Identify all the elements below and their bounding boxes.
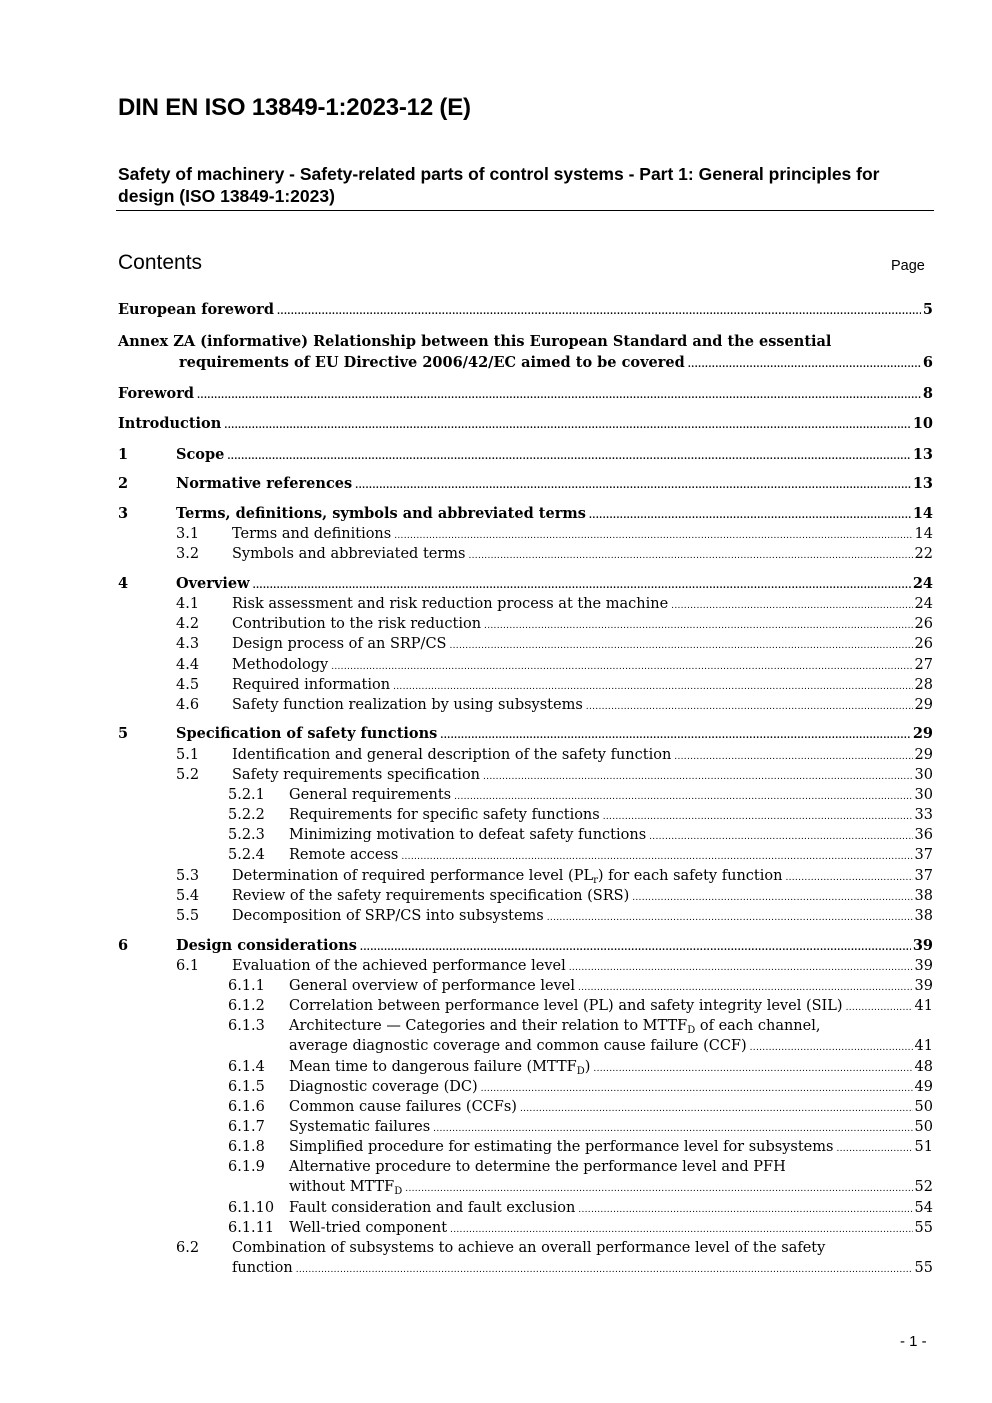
toc-entry-4-6[interactable]	[232, 695, 933, 715]
toc-entry-6[interactable]	[176, 936, 933, 956]
toc-entry-page: 13	[912, 475, 933, 492]
toc-entry-title	[289, 805, 600, 825]
dot-leader	[277, 302, 921, 322]
toc-entry-number: 4.1	[176, 596, 200, 612]
toc-entry-page: 33	[914, 807, 933, 823]
dot-leader	[688, 355, 921, 375]
toc-entry-page: 50	[914, 1099, 933, 1115]
toc-entry-annex-za[interactable]	[179, 353, 933, 373]
dot-leader	[484, 616, 913, 636]
dot-leader	[227, 447, 910, 467]
toc-entry-title	[289, 825, 646, 845]
dot-leader	[440, 726, 911, 746]
toc-entry-page: 6	[922, 354, 933, 371]
toc-entry-6-1-9[interactable]	[289, 1177, 933, 1197]
text: function	[232, 1260, 293, 1276]
toc-entry-foreword[interactable]	[118, 384, 933, 404]
toc-entry-title	[118, 414, 221, 434]
toc-entry-title	[176, 574, 250, 594]
toc-entry-page: 48	[914, 1059, 933, 1075]
toc-entry-title	[232, 544, 465, 564]
dot-leader	[468, 546, 912, 566]
toc-entry-number: 3.2	[176, 546, 200, 562]
toc-entry-page: 22	[914, 546, 933, 562]
toc-entry-number: 6.1.10	[228, 1200, 275, 1216]
text: Review of the safety requirements specification (SRS)	[232, 888, 630, 904]
text: Risk assessment and risk reduction process at the machine	[232, 596, 669, 612]
toc-entry-number: 6.1.7	[228, 1119, 265, 1135]
subscript: D	[576, 1066, 585, 1077]
toc-entry-page: 29	[912, 725, 933, 742]
toc-entry-number: 1	[118, 446, 129, 463]
toc-entry-4-5[interactable]	[232, 675, 933, 695]
dot-leader	[481, 1079, 913, 1099]
toc-entry-page: 41	[914, 998, 933, 1014]
toc-entry-number: 4.2	[176, 616, 200, 632]
text: Remote access	[289, 847, 399, 863]
toc-entry-title	[289, 1117, 430, 1137]
text: Terms and definitions	[232, 526, 392, 542]
toc-entry-title	[232, 634, 446, 654]
toc-entry-page: 38	[914, 908, 933, 924]
dot-leader	[454, 787, 912, 807]
toc-entry-5-2-3[interactable]	[289, 825, 933, 845]
dot-leader	[401, 847, 912, 867]
toc-entry-number: 6.1.9	[228, 1159, 265, 1175]
toc-entry-page: 24	[914, 596, 933, 612]
toc-entry-title	[232, 655, 328, 675]
toc-entry-5-4[interactable]	[232, 886, 933, 906]
toc-entry-page: 14	[912, 505, 933, 522]
toc-entry-european-foreword[interactable]	[118, 300, 933, 320]
text: Safety requirements specification	[232, 767, 481, 783]
toc-entry-number: 6.2	[176, 1240, 200, 1256]
toc-entry-page: 14	[914, 526, 933, 542]
dot-leader	[296, 1260, 913, 1280]
dot-leader	[450, 1220, 913, 1240]
toc-entry-number: 6.1.5	[228, 1079, 265, 1095]
dot-leader	[331, 657, 912, 677]
toc-entry-title	[289, 845, 398, 865]
toc-entry-page: 38	[914, 888, 933, 904]
text: Design considerations	[176, 937, 357, 954]
toc-entry-6-1-5[interactable]	[289, 1077, 933, 1097]
toc-entry-4[interactable]	[176, 574, 933, 594]
text: Diagnostic coverage (DC)	[289, 1079, 478, 1095]
toc-entry-page: 5	[922, 301, 933, 318]
toc-entry-annex-za-line1[interactable]: Annex ZA (informative) Relationship between this European Standard and the essential	[118, 333, 832, 350]
toc-entry-number: 5.2.4	[228, 847, 265, 863]
toc-entry-title	[176, 504, 586, 524]
toc-entry-number: 5.2	[176, 767, 200, 783]
toc-entry-title-line1	[289, 1157, 786, 1177]
toc-entry-title	[176, 724, 437, 744]
toc-entry-page: 55	[914, 1220, 933, 1236]
toc-entry-title	[289, 1218, 447, 1238]
toc-entry-page: 37	[914, 847, 933, 863]
toc-entry-page: 54	[914, 1200, 933, 1216]
text: ) for each safety function	[597, 868, 783, 884]
text: Introduction	[118, 415, 222, 432]
dot-leader	[394, 526, 912, 546]
toc-entry-number: 5.1	[176, 747, 200, 763]
toc-entry-title	[232, 524, 391, 544]
text: of each channel,	[695, 1018, 821, 1034]
text: Well-tried component	[289, 1220, 448, 1236]
dot-leader	[483, 767, 913, 787]
toc-entry-page: 26	[914, 616, 933, 632]
toc-entry-number: 4.6	[176, 697, 200, 713]
text: General overview of performance level	[289, 978, 575, 994]
toc-entry-page: 39	[914, 958, 933, 974]
text: Architecture — Categories and their relation to MTTF	[289, 1018, 688, 1034]
toc-entry-6-1-3-line1[interactable]	[289, 1016, 875, 1036]
toc-entry-title	[289, 1077, 478, 1097]
toc-entry-number: 4.4	[176, 657, 200, 673]
toc-entry-page: 49	[914, 1079, 933, 1095]
toc-entry-page: 27	[914, 657, 933, 673]
dot-leader	[632, 888, 912, 908]
dot-leader	[405, 1179, 912, 1199]
text: Methodology	[232, 657, 329, 673]
toc-entry-3[interactable]	[176, 504, 933, 524]
toc-entry-title	[232, 745, 671, 765]
toc-entry-6-2-line1[interactable]	[232, 1238, 875, 1258]
toc-entry-title	[232, 614, 481, 634]
text: Contribution to the risk reduction	[232, 616, 482, 632]
subscript: D	[394, 1186, 403, 1197]
toc-entry-page: 36	[914, 827, 933, 843]
text: Correlation between performance level (PL) and safety integrity level (SIL)	[289, 998, 843, 1014]
toc-entry-title	[232, 695, 583, 715]
toc-entry-number: 4.3	[176, 636, 200, 652]
toc-entry-5-2[interactable]	[232, 765, 933, 785]
toc-entry-page: 55	[914, 1260, 933, 1276]
toc-entry-number: 6.1.6	[228, 1099, 265, 1115]
toc-entry-page: 29	[914, 747, 933, 763]
text: Requirements for specific safety functions	[289, 807, 600, 823]
toc-entry-title	[232, 594, 668, 614]
toc-entry-number: 6.1.11	[228, 1220, 275, 1236]
toc-entry-title	[232, 866, 782, 886]
toc-entry-title	[289, 1198, 575, 1218]
toc-entry-number: 6.1.8	[228, 1139, 265, 1155]
toc-entry-2[interactable]	[176, 474, 933, 494]
toc-entry-3-2[interactable]	[232, 544, 933, 564]
toc-entry-3-1[interactable]	[232, 524, 933, 544]
dot-leader	[197, 386, 921, 406]
toc-entry-page: 39	[912, 937, 933, 954]
dot-leader	[355, 476, 911, 496]
toc-entry-number: 6.1.4	[228, 1059, 265, 1075]
toc-entry-page: 30	[914, 787, 933, 803]
toc-entry-title: requirements of EU Directive 2006/42/EC aimed to be covered	[179, 354, 685, 371]
toc-entry-4-2[interactable]	[232, 614, 933, 634]
toc-entry-6-1-7[interactable]	[289, 1117, 933, 1137]
toc-entry-1[interactable]	[176, 445, 933, 465]
toc-entry-5-5[interactable]	[232, 906, 933, 926]
text: Combination of subsystems to achieve an overall performance level of the safety	[232, 1240, 826, 1256]
toc-entry-title	[232, 765, 480, 785]
toc-entry-introduction[interactable]	[118, 414, 933, 434]
toc-entry-title-line1	[289, 1016, 820, 1036]
toc-entry-6-1-4[interactable]	[289, 1057, 933, 1077]
toc-entry-page: 28	[914, 677, 933, 693]
text: Normative references	[176, 475, 353, 492]
toc-entry-page: 37	[914, 868, 933, 884]
toc-entry-title	[289, 785, 451, 805]
dot-leader	[253, 576, 911, 596]
text: Simplified procedure for estimating the performance level for subsystems	[289, 1139, 834, 1155]
text: Safety function realization by using subsystems	[232, 697, 583, 713]
subscript: D	[687, 1025, 696, 1036]
toc-entry-title-line2	[289, 1177, 402, 1197]
document-title: DIN EN ISO 13849-1:2023-12 (E)	[118, 94, 471, 121]
text: Evaluation of the achieved performance level	[232, 958, 566, 974]
toc-entry-number: 6	[118, 937, 129, 954]
dot-leader	[785, 868, 912, 888]
toc-entry-number: 5.2.2	[228, 807, 265, 823]
toc-entry-6-1-11[interactable]	[289, 1218, 933, 1238]
dot-leader	[589, 506, 911, 526]
toc-entry-number: 2	[118, 475, 129, 492]
toc-entry-6-1-3[interactable]	[289, 1036, 933, 1056]
text: )	[584, 1059, 591, 1075]
toc-entry-title	[289, 1057, 590, 1077]
text: Overview	[176, 575, 250, 592]
toc-entry-4-3[interactable]	[232, 634, 933, 654]
toc-entry-number: 3	[118, 505, 129, 522]
dot-leader	[520, 1099, 913, 1119]
text: Scope	[176, 446, 225, 463]
toc-entry-page: 30	[914, 767, 933, 783]
dot-leader	[360, 938, 911, 958]
toc-entry-page: 52	[914, 1179, 933, 1195]
dot-leader	[674, 747, 912, 767]
toc-entry-5[interactable]	[176, 724, 933, 744]
toc-entry-5-2-2[interactable]	[289, 805, 933, 825]
toc-entry-number: 5.2.3	[228, 827, 265, 843]
dot-leader	[593, 1059, 912, 1079]
dot-leader	[671, 596, 912, 616]
text: Specification of safety functions	[176, 725, 438, 742]
toc-entry-number: 5.3	[176, 868, 200, 884]
dot-leader	[846, 998, 913, 1018]
toc-entry-number: 5.2.1	[228, 787, 265, 803]
toc-entry-5-2-1[interactable]	[289, 785, 933, 805]
toc-entry-title	[118, 384, 194, 404]
toc-entry-page: 13	[912, 446, 933, 463]
dot-leader	[224, 416, 911, 436]
toc-entry-title	[232, 675, 390, 695]
text: Minimizing motivation to defeat safety functions	[289, 827, 647, 843]
toc-entry-number: 6.1.1	[228, 978, 265, 994]
toc-entry-6-1-9-line1[interactable]	[289, 1157, 875, 1177]
toc-entry-page: 39	[914, 978, 933, 994]
text: Identification and general description of the safety function	[232, 747, 672, 763]
dot-leader	[547, 908, 913, 928]
toc-entry-number: 6.1.2	[228, 998, 265, 1014]
page-column-heading: Page	[891, 258, 925, 274]
toc-entry-page: 50	[914, 1119, 933, 1135]
dot-leader	[449, 636, 912, 656]
toc-entry-number: 3.1	[176, 526, 200, 542]
toc-entry-title	[176, 445, 224, 465]
toc-entry-page: 8	[922, 385, 933, 402]
text: Common cause failures (CCFs)	[289, 1099, 517, 1115]
toc-entry-6-2[interactable]	[232, 1258, 933, 1278]
toc-entry-number: 5.5	[176, 908, 200, 924]
toc-entry-6-1-6[interactable]	[289, 1097, 933, 1117]
text: Alternative procedure to determine the performance level and PFH	[289, 1159, 786, 1175]
dot-leader	[603, 807, 913, 827]
toc-entry-6-1-2[interactable]	[289, 996, 933, 1016]
toc-entry-4-4[interactable]	[232, 655, 933, 675]
toc-entry-6-1-8[interactable]	[289, 1137, 933, 1157]
toc-entry-number: 4	[118, 575, 129, 592]
text: Determination of required performance level (PL	[232, 868, 594, 884]
text: Systematic failures	[289, 1119, 431, 1135]
text: Fault consideration and fault exclusion	[289, 1200, 576, 1216]
toc-entry-6-1-10[interactable]	[289, 1198, 933, 1218]
text: Required information	[232, 677, 391, 693]
dot-leader	[569, 958, 913, 978]
dot-leader	[586, 697, 913, 717]
contents-heading: Contents	[118, 251, 203, 274]
dot-leader	[578, 1200, 912, 1220]
toc-entry-title	[176, 936, 357, 956]
toc-entry-title-line2	[289, 1036, 747, 1056]
dot-leader	[433, 1119, 912, 1139]
subscript: r	[593, 875, 598, 886]
document-subtitle: Safety of machinery - Safety-related parts of control systems - Part 1: General principles for design (ISO 13849-1:2023)	[118, 164, 880, 206]
toc-entry-4-1[interactable]	[232, 594, 933, 614]
text: Design process of an SRP/CS	[232, 636, 447, 652]
toc-entry-number: 5	[118, 725, 129, 742]
toc-entry-page: 41	[914, 1038, 933, 1054]
toc-entry-5-1[interactable]	[232, 745, 933, 765]
toc-entry-page: 26	[914, 636, 933, 652]
toc-entry-page: 24	[912, 575, 933, 592]
toc-entry-6-1-1[interactable]	[289, 976, 933, 996]
text: without MTTF	[289, 1179, 395, 1195]
toc-entry-5-2-4[interactable]	[289, 845, 933, 865]
toc-entry-number: 6.1.3	[228, 1018, 265, 1034]
toc-entry-title	[289, 996, 843, 1016]
dot-leader	[750, 1038, 913, 1058]
toc-entry-title	[176, 474, 352, 494]
text: average diagnostic coverage and common cause failure (CCF)	[289, 1038, 747, 1054]
text: Mean time to dangerous failure (MTTF	[289, 1059, 577, 1075]
dot-leader	[649, 827, 912, 847]
toc-entry-title-line1	[232, 1238, 825, 1258]
text: European foreword	[118, 301, 274, 318]
footer-page-number: - 1 -	[900, 1333, 927, 1350]
dot-leader	[836, 1139, 912, 1159]
toc-entry-page: 29	[914, 697, 933, 713]
toc-entry-title-line2	[232, 1258, 293, 1278]
toc-entry-title	[289, 1137, 833, 1157]
toc-entry-5-3[interactable]	[232, 866, 933, 886]
toc-entry-page: 10	[912, 415, 933, 432]
text: General requirements	[289, 787, 452, 803]
toc-entry-number: 5.4	[176, 888, 200, 904]
text: Terms, definitions, symbols and abbreviated terms	[176, 505, 586, 522]
toc-entry-title	[232, 956, 566, 976]
toc-entry-title	[232, 886, 629, 906]
text: Decomposition of SRP/CS into subsystems	[232, 908, 544, 924]
toc-entry-title	[289, 1097, 517, 1117]
dot-leader	[578, 978, 913, 998]
toc-entry-page: 51	[914, 1139, 933, 1155]
toc-entry-title	[289, 976, 575, 996]
toc-entry-title	[118, 300, 274, 320]
dot-leader	[393, 677, 912, 697]
toc-entry-6-1[interactable]	[232, 956, 933, 976]
text: Symbols and abbreviated terms	[232, 546, 466, 562]
text: Foreword	[118, 385, 194, 402]
toc-entry-number: 4.5	[176, 677, 200, 693]
toc-entry-number: 6.1	[176, 958, 200, 974]
toc-entry-title	[232, 906, 544, 926]
